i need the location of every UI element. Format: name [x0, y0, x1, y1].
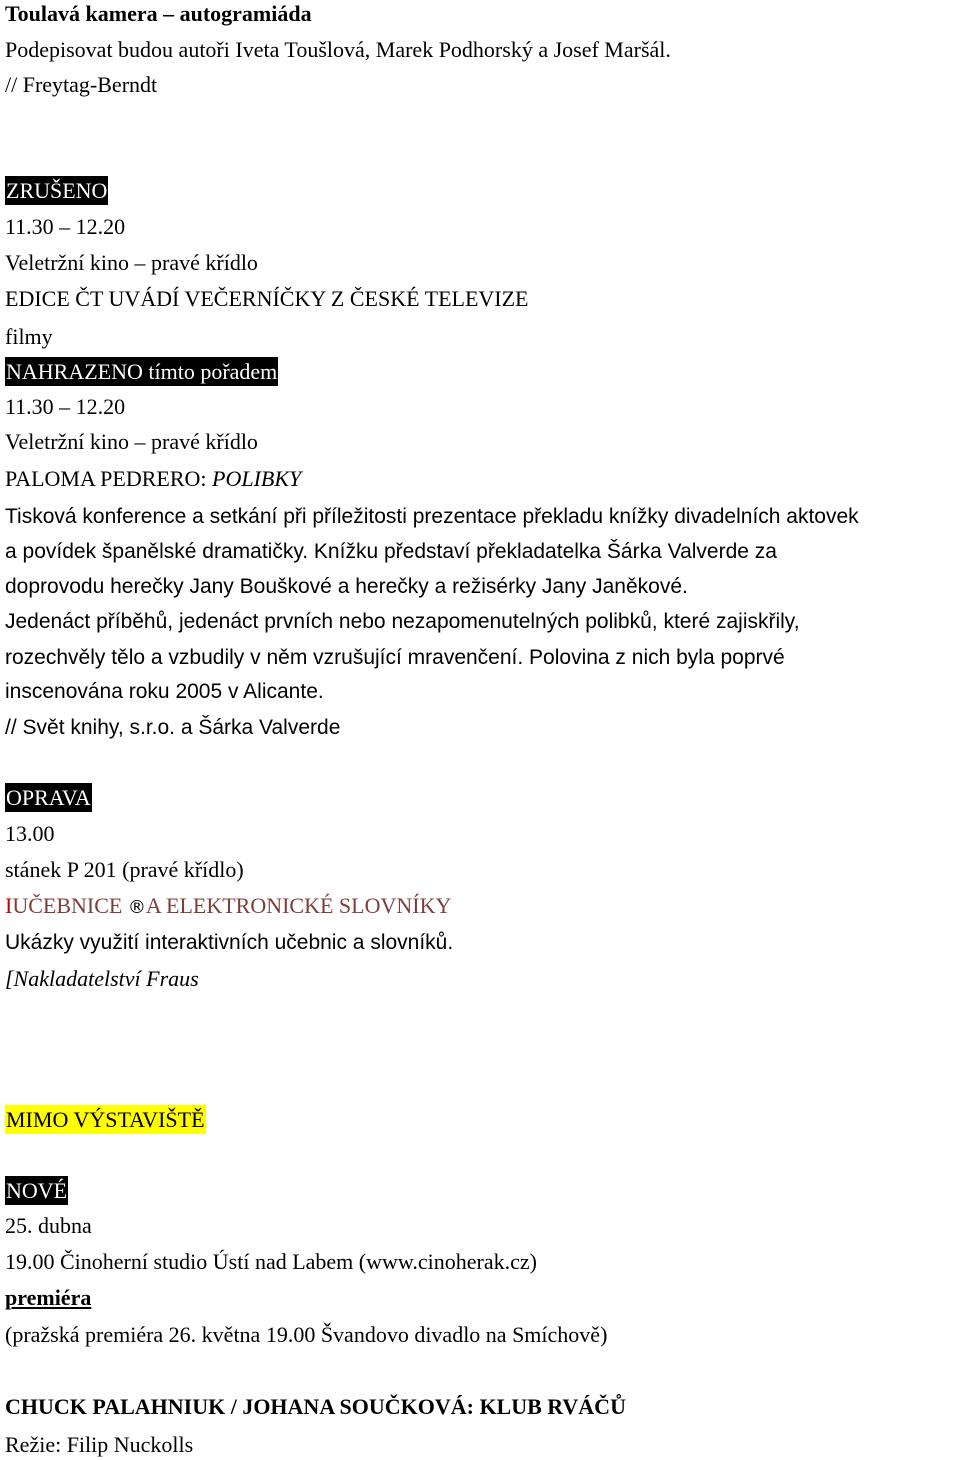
outside-heading: MIMO VÝSTAVIŠTĚ	[6, 1107, 205, 1132]
replacement-desc-line: Tisková konference a setkání při příležitosti prezentace překladu knížky divadelních aktovek	[5, 505, 859, 528]
new-event-note: (pražská premiéra 26. května 19.00 Švandovo divadlo na Smíchově)	[5, 1322, 608, 1347]
cancelled-title: EDICE ČT UVÁDÍ VEČERNÍČKY Z ČESKÉ TELEVIZE	[5, 286, 529, 311]
new-badge: NOVÉ	[6, 1178, 68, 1203]
replacement-title-main: PALOMA PEDRERO:	[5, 466, 213, 491]
replacement-badge-line	[5, 358, 278, 386]
correction-badge: OPRAVA	[6, 785, 91, 810]
replacement-publisher: // Svět knihy, s.r.o. a Šárka Valverde	[5, 716, 341, 739]
registered-icon: ®	[127, 897, 146, 918]
replacement-desc-line: rozechvěly tělo a vzbudily v něm vzrušující mravenčení. Polovina z nich byla poprvé	[5, 646, 785, 669]
correction-description: Ukázky využití interaktivních učebnic a slovníků.	[5, 931, 454, 954]
correction-publisher: [Nakladatelství Fraus	[5, 966, 199, 991]
cancelled-badge-line	[5, 177, 108, 205]
replacement-desc-line: inscenována roku 2005 v Alicante.	[5, 680, 324, 703]
correction-title	[5, 892, 451, 922]
cancelled-time: 11.30 – 12.20	[5, 214, 126, 239]
new-event-label: premiéra	[5, 1285, 92, 1310]
replacement-title	[5, 465, 301, 493]
replacement-title-italic: POLIBKY	[212, 466, 302, 491]
correction-badge-line	[5, 784, 92, 812]
correction-time: 13.00	[5, 821, 55, 846]
correction-place: stánek P 201 (pravé křídlo)	[5, 857, 244, 882]
new-badge-line	[5, 1177, 68, 1205]
outside-heading-line	[5, 1106, 206, 1134]
autogram-title: Toulavá kamera – autogramiáda	[5, 1, 312, 26]
new-event-director: Režie: Filip Nuckolls	[5, 1432, 194, 1457]
new-event-time-place: 19.00 Činoherní studio Ústí nad Labem (www.cinoherak.cz)	[5, 1249, 537, 1274]
cancelled-place: Veletržní kino – pravé křídlo	[5, 250, 258, 275]
replacement-badge: NAHRAZENO tímto pořadem	[6, 359, 278, 384]
cancelled-badge: ZRUŠENO	[6, 178, 108, 203]
replacement-time: 11.30 – 12.20	[5, 394, 126, 419]
cancelled-type: filmy	[5, 324, 53, 349]
correction-title-first: I	[5, 893, 13, 918]
replacement-desc-line: Jedenáct příběhů, jedenáct prvních nebo nezapomenutelných polibků, které zajiskřily,	[5, 610, 800, 633]
replacement-place: Veletržní kino – pravé křídlo	[5, 429, 258, 454]
new-event-date: 25. dubna	[5, 1213, 92, 1238]
new-event-title: CHUCK PALAHNIUK / JOHANA SOUČKOVÁ: KLUB RVÁČŮ	[5, 1394, 626, 1419]
autogram-publisher: // Freytag-Berndt	[5, 72, 158, 97]
replacement-desc-line: a povídek španělské dramatičky. Knížku představí překladatelka Šárka Valverde za	[5, 540, 777, 563]
correction-title-rest-b: A ELEKTRONICKÉ SLOVNÍKY	[145, 893, 452, 918]
autogram-description: Podepisovat budou autoři Iveta Toušlová, Marek Podhorský a Josef Maršál.	[5, 37, 671, 62]
replacement-desc-line: doprovodu herečky Jany Bouškové a herečky a režisérky Jany Janěkové.	[5, 575, 688, 598]
correction-title-rest-a: UČEBNICE	[12, 893, 128, 918]
